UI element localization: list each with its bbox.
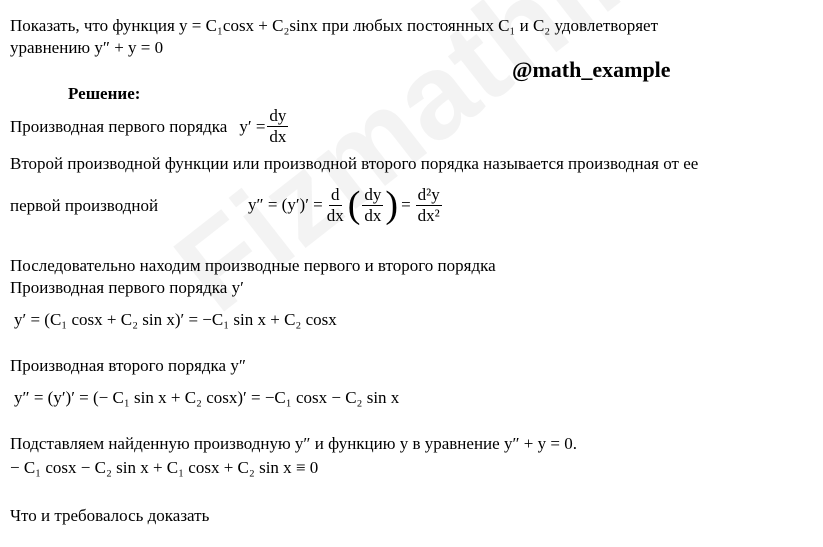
substitution-text: Подставляем найденную производную y″ и функцию y в уравнение y″ + y = 0. [10,434,577,453]
dy-dx-inner-fraction [362,185,383,226]
d2y-dx2-fraction [416,185,442,226]
fraction-denominator: dx [364,205,382,225]
second-derivative-formula [248,180,444,230]
first-order-label: Производная первого порядка y′ [10,278,244,297]
second-derivative-def-line-2: первой производной [10,196,159,215]
right-paren: ) [385,184,399,226]
d-dx-fraction [325,185,346,226]
first-order-formula: y′ = (C₁ cosx + C₂ sin x)′ = −C₁ sin x + C₂ cosx [14,310,337,329]
second-order-formula: y″ = (y′)′ = (− C₁ sin x + C₂ cosx)′ = −C₁ cosx − C₂ sin x [14,388,400,407]
left-paren: ( [347,184,361,226]
task-line-1: Показать, что функция y = C₁cosx + C₂sinx при любых постоянных C₁ и C₂ удовлетворяет [10,16,659,35]
fraction-denominator: dx [269,127,287,146]
fraction-numerator: dy [364,184,382,204]
first-derivative-lhs: y′ = [239,116,266,136]
task-line-2: уравнению y″ + y = 0 [10,38,164,57]
fraction-numerator: d [331,184,340,204]
fraction-denominator: dx² [417,205,440,225]
equals-sign: = [401,195,411,214]
fraction-denominator: dx [326,205,344,225]
second-order-label: Производная второго порядка y″ [10,356,246,375]
second-derivative-lhs: y″ = (y′)′ = [248,195,323,214]
fraction-numerator: d²y [417,184,440,204]
first-derivative-text: Производная первого порядка [10,116,228,136]
substitution-formula: − C₁ cosx − C₂ sin x + C₁ cosx + C₂ sin x ≡ 0 [10,458,319,477]
conclusion-text: Что и требовалось доказать [10,506,210,525]
author-handle: @math_example [512,57,671,82]
fraction-numerator: dy [269,106,287,125]
sequence-text: Последовательно находим производные первого и второго порядка [10,256,496,275]
first-derivative-def [10,106,290,147]
second-derivative-def-line-1: Второй производной функции или производной второго порядка называется производная от ее [10,154,699,173]
solution-title: Решение: [68,84,141,103]
dy-dx-fraction [267,106,288,147]
